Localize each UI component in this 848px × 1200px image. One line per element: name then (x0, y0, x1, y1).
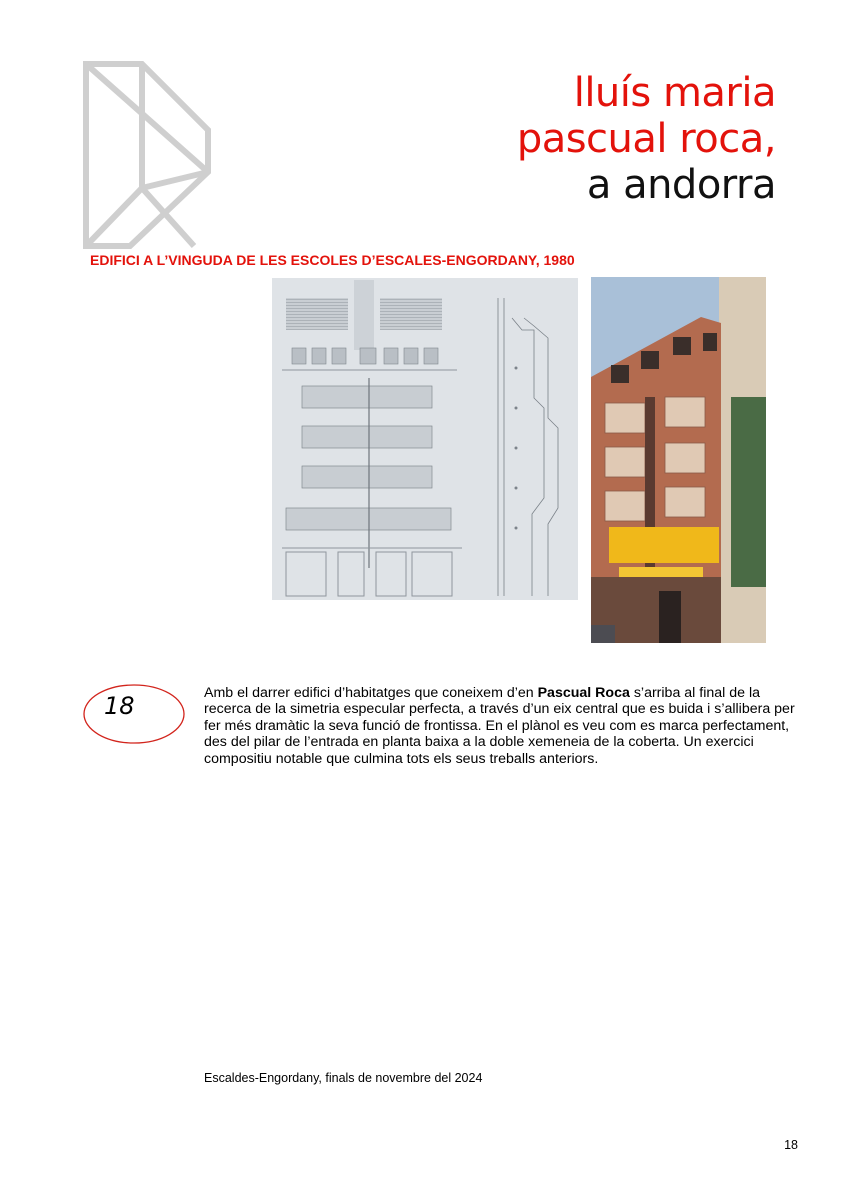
entry-text-start: Amb el darrer edifici d’habitatges que coneixem d’en (204, 685, 538, 701)
entry-number: 18 (104, 692, 135, 720)
geometric-d-logo-icon (82, 60, 214, 250)
place-date: Escaldes-Engordany, finals de novembre del 2024 (204, 1071, 483, 1085)
title-line-2: pascual roca, (516, 116, 776, 162)
entry-description (204, 685, 804, 767)
page-number: 18 (784, 1138, 798, 1152)
entry-text-end: s’arriba al final de la recerca de la simetria especular perfecta, a través d’un eix central que es buida i s’allibera per fer més dramàtic la seva funció de frontissa. En el plànol es veu com es marca perfectament, des del pilar de l’entrada en planta baixa a la doble xemeneia de la coberta. Un exercici compositiu notable que culmina tots els seus treballs anteriors. (204, 685, 795, 767)
section-subtitle: EDIFICI A L’VINGUDA DE LES ESCOLES D’ESCALES-ENGORDANY, 1980 (90, 252, 575, 268)
page-title (517, 70, 776, 208)
elevation-plan-image (272, 278, 578, 600)
title-line-3: a andorra (586, 162, 776, 208)
title-line-1: lluís maria (573, 70, 776, 116)
architect-name: Pascual Roca (537, 685, 630, 701)
building-photo (591, 277, 766, 643)
